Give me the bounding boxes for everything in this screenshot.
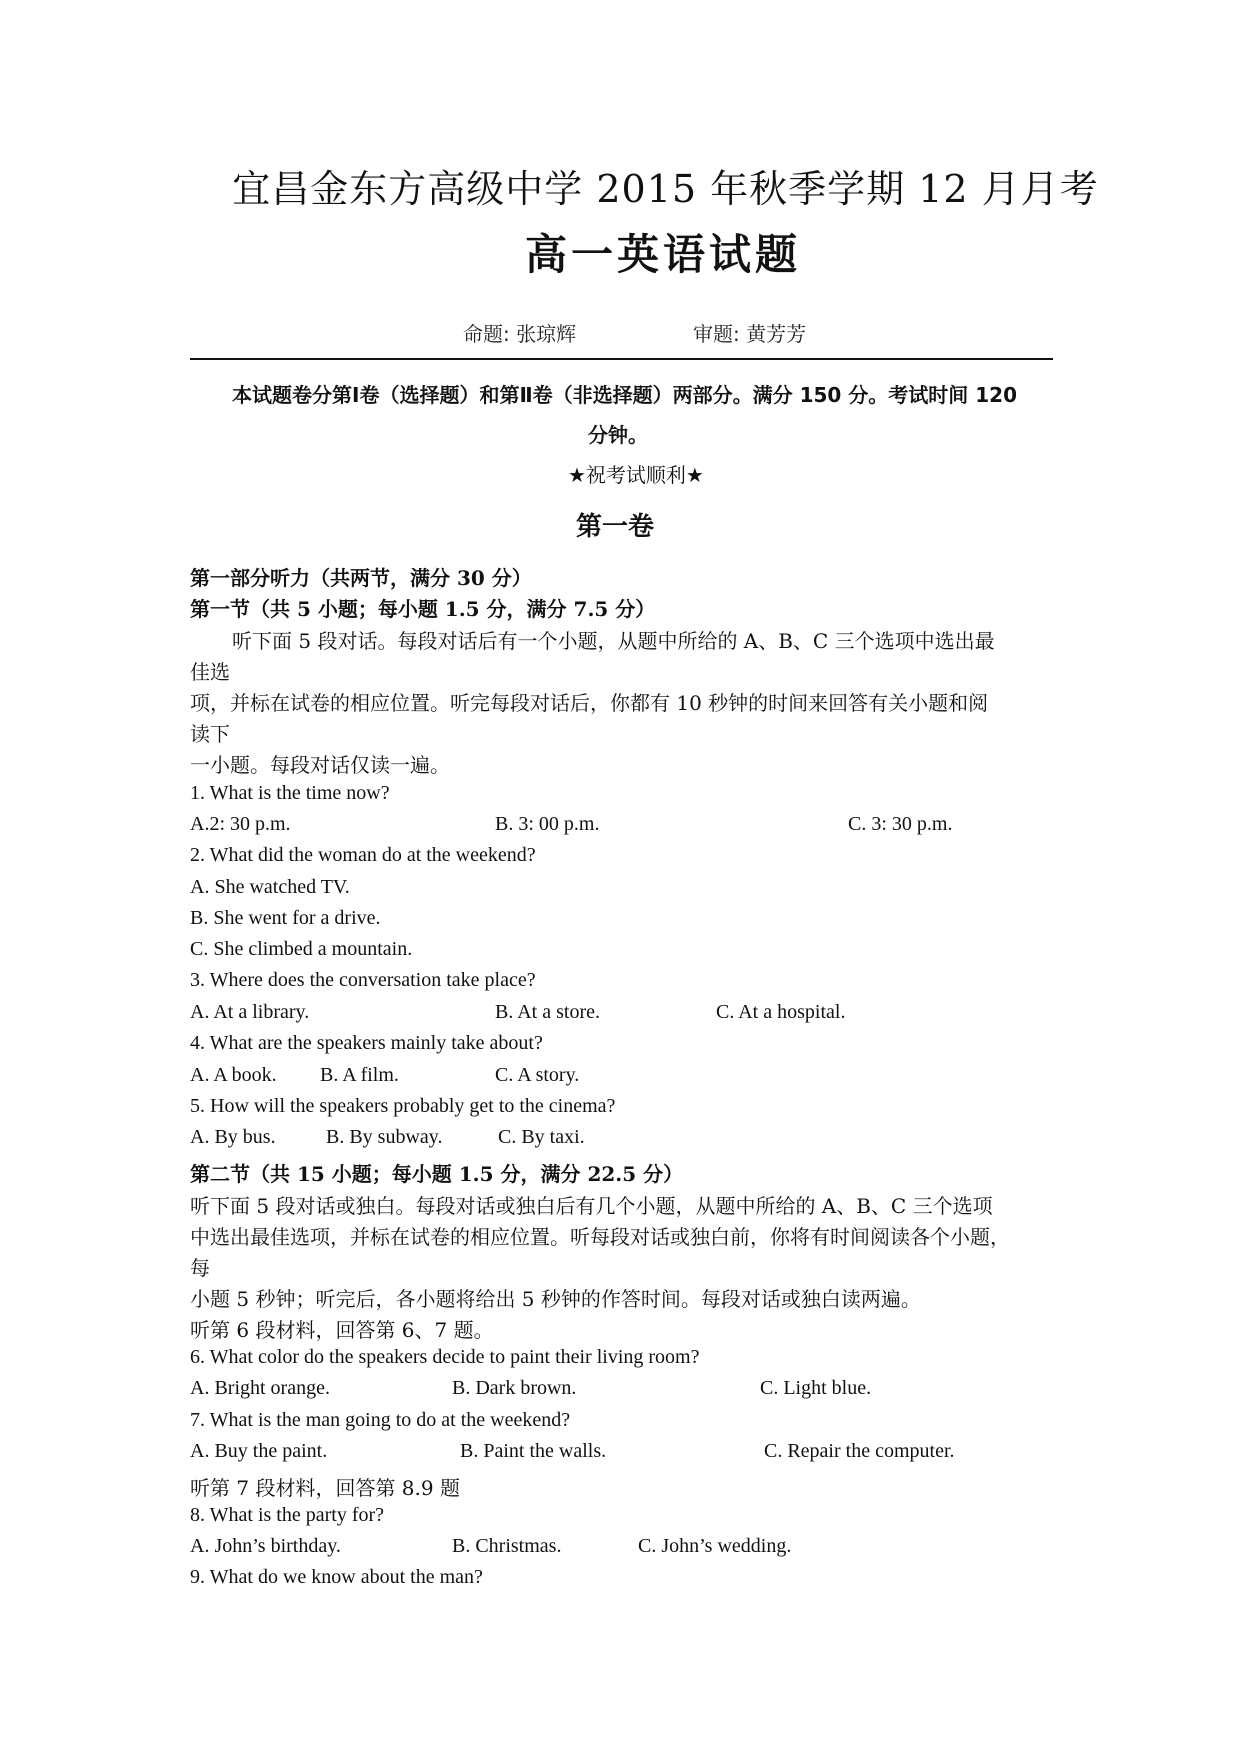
question-7-option-b: B. Paint the walls. bbox=[460, 1440, 607, 1462]
question-6-option-c: C. Light blue. bbox=[760, 1377, 872, 1399]
question-3-option-a: A. At a library. bbox=[190, 1001, 310, 1023]
question-7-option-a: A. Buy the paint. bbox=[190, 1440, 328, 1462]
question-4-option-b: B. A film. bbox=[320, 1064, 399, 1086]
question-5-option-b: B. By subway. bbox=[326, 1126, 443, 1148]
section1-instruction-4: 读下 bbox=[190, 722, 230, 746]
question-3-option-b: B. At a store. bbox=[495, 1001, 600, 1023]
exam-title: 宜昌金东方高级中学 2015 年秋季学期 12 月月考 bbox=[232, 167, 1099, 211]
question-6-option-b: B. Dark brown. bbox=[452, 1377, 577, 1399]
question-2-option-a: A. She watched TV. bbox=[190, 876, 350, 898]
question-2-stem: 2. What did the woman do at the weekend? bbox=[190, 844, 536, 866]
material-6-note: 听第 6 段材料，回答第 6、7 题。 bbox=[190, 1318, 494, 1342]
good-luck-line: ★祝考试顺利★ bbox=[568, 463, 704, 487]
question-4-option-c: C. A story. bbox=[495, 1064, 580, 1086]
header-divider bbox=[190, 358, 1053, 360]
question-2-option-c: C. She climbed a mountain. bbox=[190, 938, 413, 960]
part1-heading: 第一部分听力（共两节，满分 30 分） bbox=[190, 566, 532, 590]
section1-instruction-3: 项，并标在试卷的相应位置。听完每段对话后，你都有 10 秒钟的时间来回答有关小题和阅 bbox=[190, 691, 989, 715]
section1-instruction-5: 一小题。每段对话仅读一遍。 bbox=[190, 753, 450, 777]
question-7-option-c: C. Repair the computer. bbox=[764, 1440, 955, 1462]
question-5-stem: 5. How will the speakers probably get to the cinema? bbox=[190, 1095, 616, 1117]
question-4-stem: 4. What are the speakers mainly take about? bbox=[190, 1032, 543, 1054]
question-1-option-b: B. 3: 00 p.m. bbox=[495, 813, 600, 835]
question-8-stem: 8. What is the party for? bbox=[190, 1504, 385, 1526]
question-5-option-c: C. By taxi. bbox=[498, 1126, 585, 1148]
question-1-option-c: C. 3: 30 p.m. bbox=[848, 813, 953, 835]
section2-instruction-2: 中选出最佳选项，并标在试卷的相应位置。听每段对话或独白前，你将有时间阅读各个小题， bbox=[190, 1225, 1010, 1249]
intro-line-1: 本试题卷分第Ⅰ卷（选择题）和第Ⅱ卷（非选择题）两部分。满分 150 分。考试时间 120 bbox=[232, 383, 1017, 407]
reviewer-credit: 审题: 黄芳芳 bbox=[693, 322, 807, 346]
question-4-option-a: A. A book. bbox=[190, 1064, 277, 1086]
question-8-option-b: B. Christmas. bbox=[452, 1535, 562, 1557]
volume-heading: 第一卷 bbox=[576, 512, 655, 542]
question-3-option-c: C. At a hospital. bbox=[716, 1001, 846, 1023]
question-6-stem: 6. What color do the speakers decide to paint their living room? bbox=[190, 1346, 700, 1368]
section1-instruction-1: 听下面 5 段对话。每段对话后有一个小题，从题中所给的 A、B、C 三个选项中选出最 bbox=[232, 629, 995, 653]
question-9-stem: 9. What do we know about the man? bbox=[190, 1566, 483, 1588]
question-1-stem: 1. What is the time now? bbox=[190, 782, 390, 804]
question-8-option-c: C. John’s wedding. bbox=[638, 1535, 792, 1557]
question-8-option-a: A. John’s birthday. bbox=[190, 1535, 341, 1557]
question-6-option-a: A. Bright orange. bbox=[190, 1377, 330, 1399]
section2-instruction-3: 每 bbox=[190, 1256, 210, 1280]
question-3-stem: 3. Where does the conversation take place? bbox=[190, 969, 536, 991]
material-7-note: 听第 7 段材料，回答第 8.9 题 bbox=[190, 1476, 460, 1500]
question-2-option-b: B. She went for a drive. bbox=[190, 907, 381, 929]
exam-subtitle: 高一英语试题 bbox=[524, 230, 801, 279]
section2-instruction-1: 听下面 5 段对话或独白。每段对话或独白后有几个小题，从题中所给的 A、B、C 三个选项 bbox=[190, 1194, 993, 1218]
question-5-option-a: A. By bus. bbox=[190, 1126, 276, 1148]
section2-heading: 第二节（共 15 小题；每小题 1.5 分，满分 22.5 分） bbox=[190, 1162, 684, 1186]
section1-heading: 第一节（共 5 小题；每小题 1.5 分，满分 7.5 分） bbox=[190, 597, 656, 621]
author-credit: 命题: 张琼辉 bbox=[463, 322, 577, 346]
intro-line-2: 分钟。 bbox=[588, 423, 648, 447]
question-1-option-a: A.2: 30 p.m. bbox=[190, 813, 291, 835]
section2-instruction-4: 小题 5 秒钟；听完后，各小题将给出 5 秒钟的作答时间。每段对话或独白读两遍。 bbox=[190, 1287, 921, 1311]
question-7-stem: 7. What is the man going to do at the weekend? bbox=[190, 1409, 571, 1431]
section1-instruction-2: 佳选 bbox=[190, 660, 230, 684]
